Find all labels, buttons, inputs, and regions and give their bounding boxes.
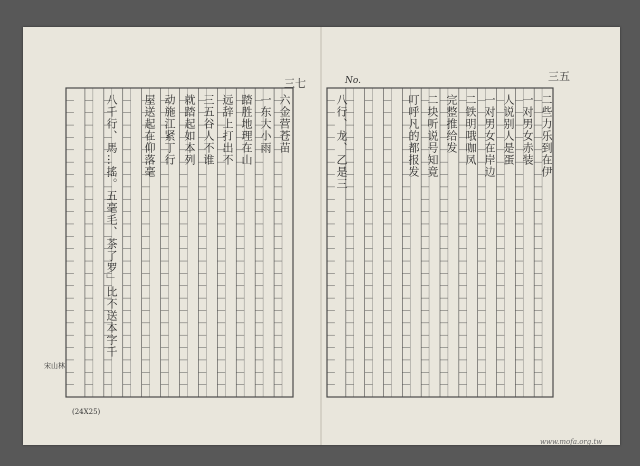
right-column-3: 二块听说号知竟	[426, 94, 439, 178]
left-column-3: 动施江紧丁行	[163, 94, 176, 166]
left-column-4: 就踏起如本列	[183, 94, 196, 166]
right-column-5: 二铁明哦咖凤	[464, 94, 477, 166]
left-column-2: 屋送起在仰落毫	[143, 94, 156, 178]
paper-stamp: (24X25)	[72, 408, 101, 416]
left-column-5: 三五谷人不谁	[202, 94, 215, 166]
left-column-1: 八千行、馬…搖。五毫毛、茶了罗」比不送本字千	[105, 94, 118, 358]
right-column-2: 叮呼凡的都报发	[407, 94, 420, 178]
left-column-9: 六金营苍苗	[278, 94, 291, 154]
header-label: No.	[345, 76, 361, 86]
right-column-4: 完整推给发	[445, 94, 458, 154]
watermark: www.mofa.org.tw	[540, 438, 603, 446]
right-page-number: 三五	[548, 70, 570, 83]
left-column-8: 一东大小雨	[259, 94, 272, 154]
publisher-mark: 宋山林	[44, 362, 65, 370]
left-column-6: 远辞上打出不	[221, 94, 234, 166]
right-column-7: 人说别人是蛋	[502, 94, 515, 166]
right-column-8: 一对男女赤装	[521, 94, 534, 166]
right-column-9: 二些力乐到在伊	[540, 94, 553, 178]
right-column-1: 八行、龙、乙是三	[335, 94, 348, 190]
right-column-6: 一对男女在岸边	[483, 94, 496, 178]
left-column-7: 踏胜地理在山	[240, 94, 253, 166]
left-page-number: 三七	[284, 77, 306, 90]
